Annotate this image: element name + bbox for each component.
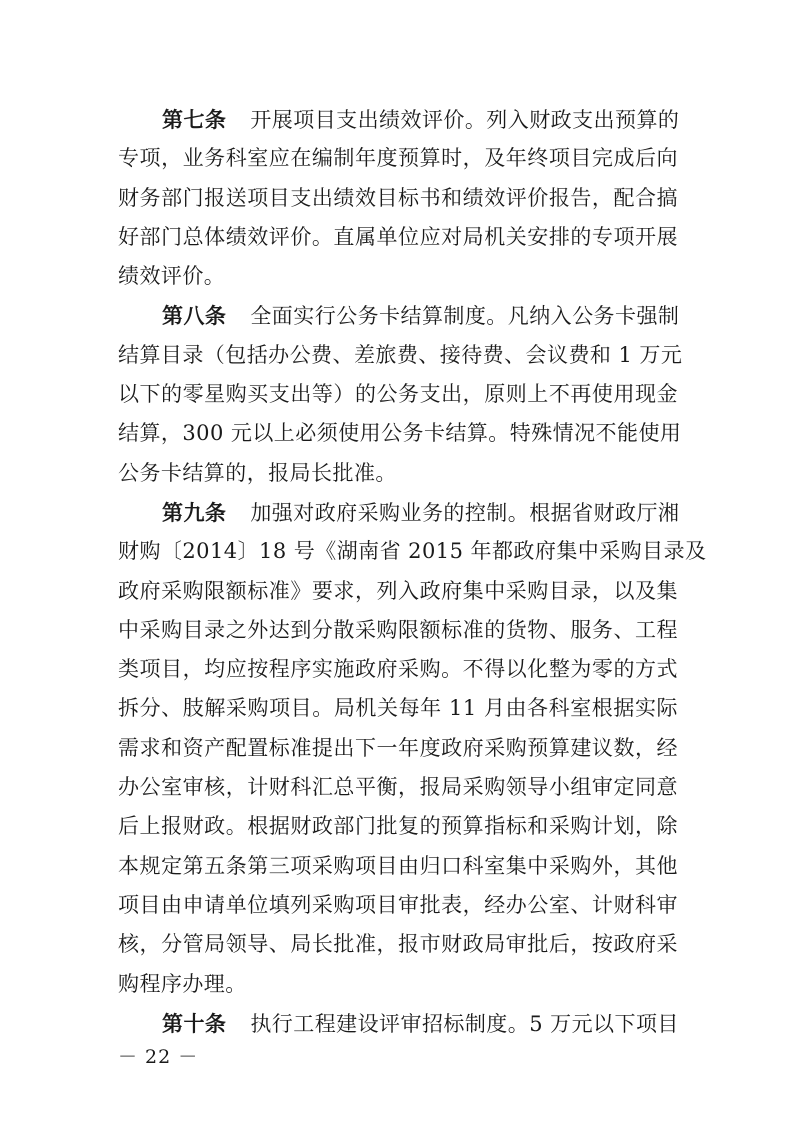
text-line <box>118 572 678 611</box>
text-line <box>118 965 678 1004</box>
line-text: 全面实行公务卡结算制度。凡纳入公务卡强制 <box>250 304 680 329</box>
text-line <box>118 179 678 218</box>
text-line <box>118 650 678 689</box>
text-line <box>118 414 682 453</box>
text-line <box>118 611 678 650</box>
text-line <box>118 375 678 414</box>
line-text: 财务部门报送项目支出绩效目标书和绩效评价报告，配合搞 <box>118 185 678 210</box>
body-text <box>118 100 707 1043</box>
text-line <box>118 139 678 178</box>
text-line <box>118 454 678 493</box>
line-text: 公务卡结算的，报局长批准。 <box>118 460 397 485</box>
line-text: 执行工程建设评审招标制度。5 万元以下项目 <box>250 1011 679 1036</box>
article-1 <box>118 100 678 296</box>
text-line <box>118 768 678 807</box>
article-2 <box>118 296 683 492</box>
text-line <box>118 336 683 375</box>
text-line <box>118 493 678 532</box>
article-3 <box>118 493 707 1004</box>
text-line <box>118 296 678 335</box>
line-text: 办公室审核，计财科汇总平衡，报局采购领导小组审定同意 <box>118 775 678 800</box>
line-text: 结算目录（包括办公费、差旅费、接待费、会议费和 1 万元 <box>118 342 683 367</box>
text-line <box>118 100 678 139</box>
line-text: 需求和资产配置标准提出下一年度政府采购预算建议数，经 <box>118 735 678 760</box>
line-text: 财购〔2014〕18 号《湖南省 2015 年都政府集中采购目录及 <box>118 539 707 564</box>
text-line <box>118 807 678 846</box>
line-text: 后上报财政。根据财政部门批复的预算指标和采购计划，除 <box>118 814 678 839</box>
text-line <box>118 847 678 886</box>
line-text: 专项，业务科室应在编制年度预算时，及年终项目完成后向 <box>118 146 678 171</box>
line-text: 拆分、肢解采购项目。局机关每年 11 月由各科室根据实际 <box>118 696 678 721</box>
line-text: 好部门总体绩效评价。直属单位应对局机关安排的专项开展 <box>118 224 678 249</box>
text-line <box>118 532 707 571</box>
article-4 <box>118 1004 678 1043</box>
line-text: 以下的零星购买支出等）的公务支出，原则上不再使用现金 <box>118 382 678 407</box>
text-line <box>118 729 678 768</box>
text-line <box>118 218 678 257</box>
line-text: 本规定第五条第三项采购项目由归口科室集中采购外，其他 <box>118 853 678 878</box>
line-text: 类项目，均应按程序实施政府采购。不得以化整为零的方式 <box>118 657 678 682</box>
text-line <box>118 257 678 296</box>
line-text: 开展项目支出绩效评价。列入财政支出预算的 <box>250 108 680 132</box>
line-text: 加强对政府采购业务的控制。根据省财政厅湘 <box>250 500 680 525</box>
line-text: 结算，300 元以上必须使用公务卡结算。特殊情况不能使用 <box>118 421 682 446</box>
page-number: － 22 － <box>118 1046 199 1068</box>
line-text: 绩效评价。 <box>118 264 226 289</box>
text-line <box>118 925 678 964</box>
article-number: 第八条 <box>162 303 227 329</box>
text-line <box>118 1004 678 1043</box>
line-text: 购程序办理。 <box>118 971 247 996</box>
text-line <box>118 886 678 925</box>
line-text: 核，分管局领导、局长批准，报市财政局审批后，按政府采 <box>118 932 678 957</box>
article-number: 第七条 <box>162 107 227 132</box>
article-number: 第九条 <box>162 499 227 525</box>
line-text: 项目由申请单位填列采购项目审批表，经办公室、计财科审 <box>118 892 678 917</box>
line-text: 中采购目录之外达到分散采购限额标准的货物、服务、工程 <box>118 617 678 642</box>
article-number: 第十条 <box>162 1010 227 1036</box>
line-text: 政府采购限额标准》要求，列入政府集中采购目录，以及集 <box>118 578 678 603</box>
text-line <box>118 689 678 728</box>
